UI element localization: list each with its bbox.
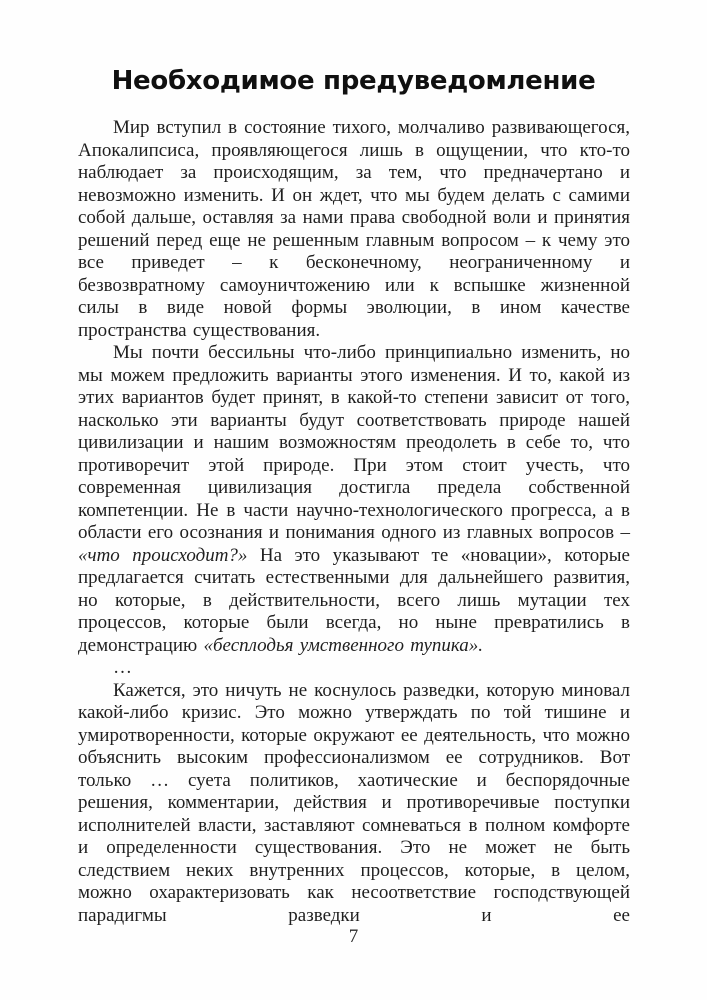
italic-text-segment: «бесплодья умственного тупика». <box>203 634 484 656</box>
ellipsis-separator <box>78 657 630 680</box>
text-segment: Мы почти бессильны что-либо принципиально изменить, но мы можем предложить варианты этого изменения. И то, какой из этих вариантов будет принят, в какой-то степени зависит от того, насколько эти варианты будут соответствовать природе нашей цивилизации и нашим возможностям преодолеть в себе то, что противоречит этой природе. При этом стоит учесть, что современная цивилизация достигла предела собственной компетенции. Не в части научно-технологического прогресса, а в области его осознания и понимания одного из главных вопросов – <box>78 342 630 543</box>
text-segment: На это указывают те «новации», которые предлагается считать естественными для дальнейшего развития, но которые, в действительности, всего лишь мутации тех процессов, которые были всегда, но ныне превратились в демонстрацию <box>78 544 630 656</box>
body-text <box>78 117 630 927</box>
text-segment: Кажется, это ничуть не коснулось разведки, которую миновал какой-либо кризис. Это можно утверждать по той тишине и умиротворенности, которые окружают ее деятельность, что можно объяснить высоким профессионализмом ее сотрудников. Вот только … суета политиков, хаотические и беспорядочные решения, комментарии, действия и противоречивые поступки исполнителей власти, заставляют сомневаться в полном комфорте и определенности существования. Это не может не быть следствием неких внутренних процессов, которые, в целом, можно охарактеризовать как несоответствие господствующей парадигмы разведки и ее <box>78 679 630 926</box>
text-segment: Мир вступил в состояние тихого, молчаливо развивающегося, Апокалипсиса, проявляющегося лишь в ощущении, что кто-то наблюдает за происходящим, за тем, что предначертано и невозможно изменить. И он ждет, что мы будем делать с самими собой дальше, оставляя за нами права свободной воли и принятия решений перед еще не решенным главным вопросом – к чему это все приведет – к бесконечному, неограниченному и безвозвратному самоуничтожению или к вспышке жизненной силы в виде новой формы эволюции, в ином качестве пространства существования. <box>78 117 630 341</box>
page-title: Необходимое предуведомление <box>111 66 596 96</box>
page-number: 7 <box>348 926 359 947</box>
paragraph-1 <box>78 117 630 342</box>
paragraph-2 <box>78 342 630 657</box>
italic-text-segment: «что происходит?» <box>78 544 248 566</box>
paragraph-3 <box>78 680 630 928</box>
text-segment: … <box>113 657 132 678</box>
